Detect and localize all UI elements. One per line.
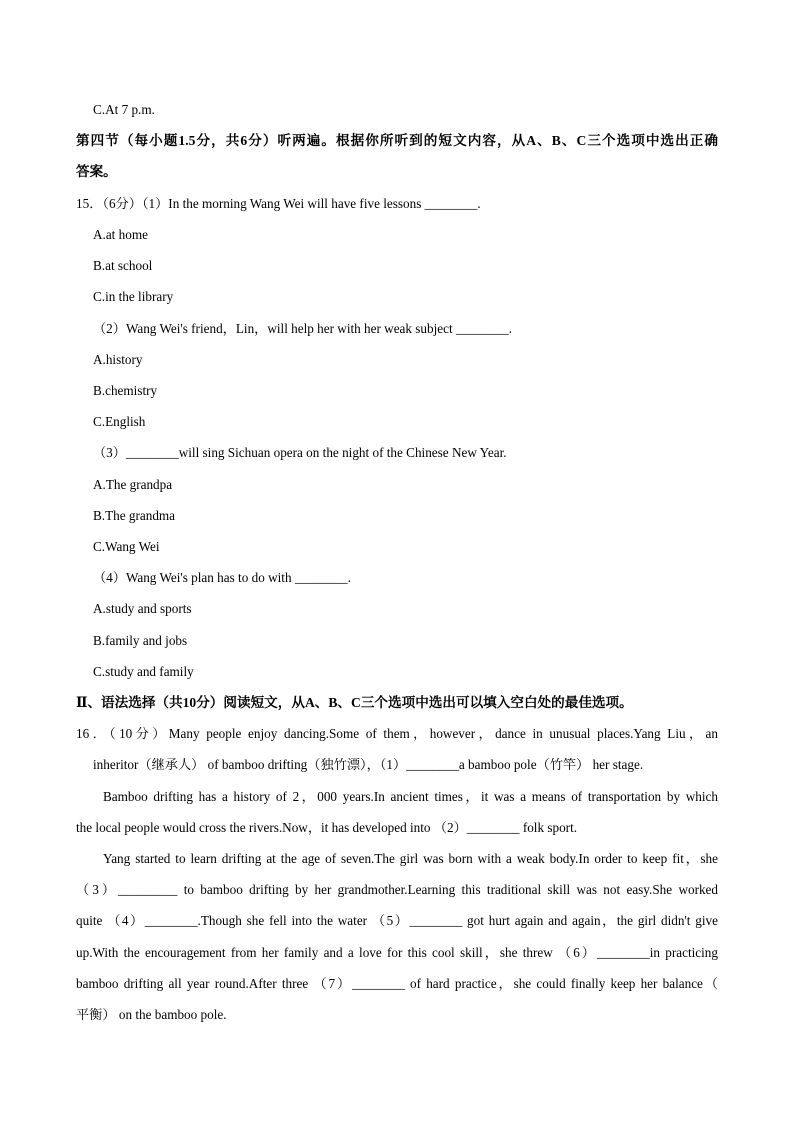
option-line: A.study and sports (93, 601, 192, 616)
question-15-part-2: （2）Wang Wei's friend，Lin，will help her with her weak subject ________. (93, 321, 512, 336)
option-line: B.at school (93, 258, 153, 273)
option-line: C.study and family (93, 664, 194, 679)
option-line: B.family and jobs (93, 633, 188, 648)
passage-line: 平衡） on the bamboo pole. (76, 1007, 227, 1022)
option-line: A.The grandpa (93, 477, 173, 492)
section-heading-cont: 答案。 (76, 164, 117, 179)
passage-line: inheritor（继承人） of bamboo drifting（独竹漂），（1）________a bamboo pole（竹竿） her stage. (93, 757, 644, 772)
option-line: B.The grandma (93, 508, 176, 523)
section-heading: Ⅱ、语法选择（共10分）阅读短文，从A、B、C三个选项中选出可以填入空白处的最佳选项。 (76, 695, 633, 710)
option-line: B.chemistry (93, 383, 158, 398)
question-15-part-3: （3）________will sing Sichuan opera on the night of the Chinese New Year. (93, 445, 507, 460)
passage-line: quite （4）________.Though she fell into the water （5）________ got hurt again and again，the girl didn't give (76, 913, 718, 928)
option-line: A.history (93, 352, 143, 367)
option-line: C.English (93, 414, 146, 429)
passage-line: the local people would cross the rivers.Now，it has developed into （2）________ folk sport. (76, 820, 578, 835)
passage-line: up.With the encouragement from her family and a love for this cool skill，she threw （6）________in practicing (76, 945, 718, 960)
question-15-part-4: （4）Wang Wei's plan has to do with ________. (93, 570, 351, 585)
passage-line: Bamboo drifting has a history of 2，000 years.In ancient times，it was a means of transportation by which (103, 789, 718, 804)
option-line: C.Wang Wei (93, 539, 160, 554)
option-line: A.at home (93, 227, 148, 242)
question-15-part-1: 15．（6分）（1）In the morning Wang Wei will have five lessons ________. (76, 196, 481, 211)
passage-line: 16．（10分）Many people enjoy dancing.Some of them，however，dance in unusual places.Yang Liu，an (76, 726, 718, 741)
option-line: C.At 7 p.m. (93, 102, 155, 117)
section-heading: 第四节（每小题1.5分，共6分）听两遍。根据你所听到的短文内容，从A、B、C三个选项中选出正确 (76, 133, 718, 148)
passage-line: （3）_________ to bamboo drifting by her grandmother.Learning this traditional skill was not easy.She worked (76, 882, 718, 897)
passage-line: bamboo drifting all year round.After three （7）________ of hard practice，she could finally keep her balance（ (76, 976, 718, 991)
passage-line: Yang started to learn drifting at the age of seven.The girl was born with a weak body.In order to keep fit，she (103, 851, 718, 866)
option-line: C.in the library (93, 289, 174, 304)
